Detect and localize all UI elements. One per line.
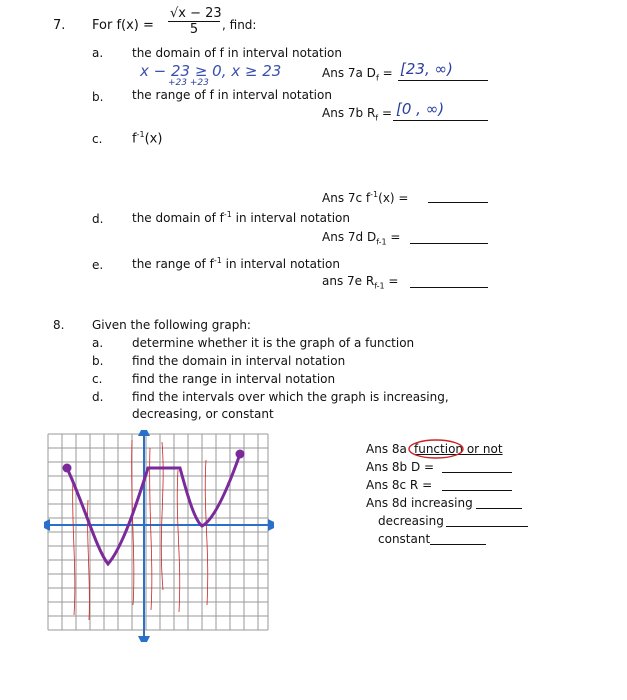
q7b-ans-label: [322, 106, 392, 122]
q7a-work: x − 23 ≥ 0, x ≥ 23: [140, 62, 282, 80]
q8a-circle-mark: [406, 438, 466, 460]
q7d-ans-eq: =: [390, 230, 401, 244]
q7d-ans-label-text: Ans 7d D: [322, 230, 377, 244]
q7-fraction-numerator: √x − 23: [170, 6, 222, 21]
q7b-ans-sub: f: [375, 113, 379, 123]
q8-item-c-letter: c.: [92, 372, 103, 386]
q7-prompt-prefix: For f(x) =: [92, 18, 154, 33]
q7c-text-tail: (x): [144, 131, 163, 147]
q7b-answer: [0 , ∞): [396, 100, 445, 118]
q7d-text: [132, 210, 350, 225]
graph-grid: [48, 434, 268, 630]
q7d-text-sup: -1: [223, 210, 232, 219]
q7b-answer-line: [393, 120, 488, 121]
q7-prompt-suffix: , find:: [222, 18, 257, 32]
q7d-ans-sub: f-1: [376, 237, 387, 247]
q8d-increasing-line[interactable]: [476, 508, 522, 509]
q8d-decreasing-line[interactable]: [446, 526, 528, 527]
q8-item-c-text: find the range in interval notation: [132, 372, 336, 386]
q7b-ans-eq: =: [381, 106, 393, 120]
q7a-letter: a.: [92, 46, 104, 60]
q7c-text: [132, 130, 162, 146]
q8c-ans-label: Ans 8c R =: [366, 478, 433, 492]
q7c-ans-tail: (x) =: [378, 191, 409, 205]
q7-fraction: [168, 6, 220, 37]
q7d-answer-line[interactable]: [410, 243, 488, 244]
q7d-ans-label: [322, 230, 400, 246]
q7e-answer-line[interactable]: [410, 287, 488, 288]
q7b-text: the range of f in interval notation: [132, 88, 332, 102]
q7a-answer: [23, ∞): [400, 60, 453, 78]
q8-item-b-letter: b.: [92, 354, 104, 368]
q7a-ans-label-text: Ans 7a D: [322, 66, 376, 80]
q7e-ans-label-text: ans 7e R: [322, 274, 375, 288]
q7e-text-main: the range of f: [132, 257, 214, 271]
q7e-text-sup: -1: [213, 256, 222, 265]
q7-prompt: [92, 18, 154, 33]
graph-curve: [67, 454, 240, 564]
q7a-ans-sub: f: [375, 73, 379, 83]
q7e-ans-label: [322, 274, 398, 290]
q7e-letter: e.: [92, 258, 104, 272]
q7d-text-main: the domain of f: [132, 211, 224, 225]
q8d-decreasing-label: decreasing: [378, 514, 444, 528]
graph-left-endpoint: [63, 464, 72, 473]
q7c-text-sup: -1: [136, 130, 145, 139]
graph-right-endpoint: [236, 450, 245, 459]
q7d-letter: d.: [92, 212, 104, 226]
q7e-text-tail: in interval notation: [221, 257, 340, 271]
q7a-answer-line: [398, 80, 488, 81]
q7-fraction-denominator: 5: [189, 22, 199, 37]
q8-item-a-text: determine whether it is the graph of a function: [132, 336, 415, 350]
q8-item-d-cont: decreasing, or constant: [132, 407, 274, 421]
q8d-constant-label: constant: [378, 532, 431, 546]
q7c-ans-label: [322, 190, 408, 205]
q7a-ans-eq: =: [382, 66, 393, 80]
q8b-answer-line[interactable]: [442, 472, 512, 473]
q8a-choice[interactable]: function or not: [414, 442, 503, 456]
q8-prompt: Given the following graph:: [92, 318, 251, 332]
q8a-ans-label: Ans 8a: [366, 442, 407, 456]
q8-item-d-letter: d.: [92, 390, 104, 404]
q7a-ans-label: [322, 66, 393, 82]
q7c-answer-line[interactable]: [428, 202, 488, 203]
q8-item-a-letter: a.: [92, 336, 104, 350]
q8b-ans-label: Ans 8b D =: [366, 460, 435, 474]
q8-graph: [44, 430, 274, 642]
q7e-text: [132, 256, 340, 271]
q7a-work-plus: +23 +23: [168, 78, 209, 88]
q8-item-d-text: find the intervals over which the graph is increasing,: [132, 390, 449, 404]
q7b-ans-label-text: Ans 7b R: [322, 106, 376, 120]
q8d-ans-label: Ans 8d increasing: [366, 496, 473, 510]
q7c-text-f: f: [132, 131, 137, 147]
q7b-letter: b.: [92, 90, 104, 104]
q8-item-b-text: find the domain in interval notation: [132, 354, 346, 368]
q7e-ans-sub: f-1: [374, 281, 385, 291]
q7c-ans-label-text: Ans 7c f: [322, 191, 371, 205]
q8d-constant-line[interactable]: [430, 544, 486, 545]
q7a-text: the domain of f in interval notation: [132, 46, 342, 60]
q7c-ans-sup: -1: [370, 190, 379, 199]
q8-number: 8.: [53, 318, 65, 332]
q7-number: 7.: [53, 18, 66, 33]
q7d-text-tail: in interval notation: [231, 211, 350, 225]
q7c-letter: c.: [92, 132, 103, 146]
q7e-ans-eq: =: [388, 274, 399, 288]
q8c-answer-line[interactable]: [442, 490, 512, 491]
